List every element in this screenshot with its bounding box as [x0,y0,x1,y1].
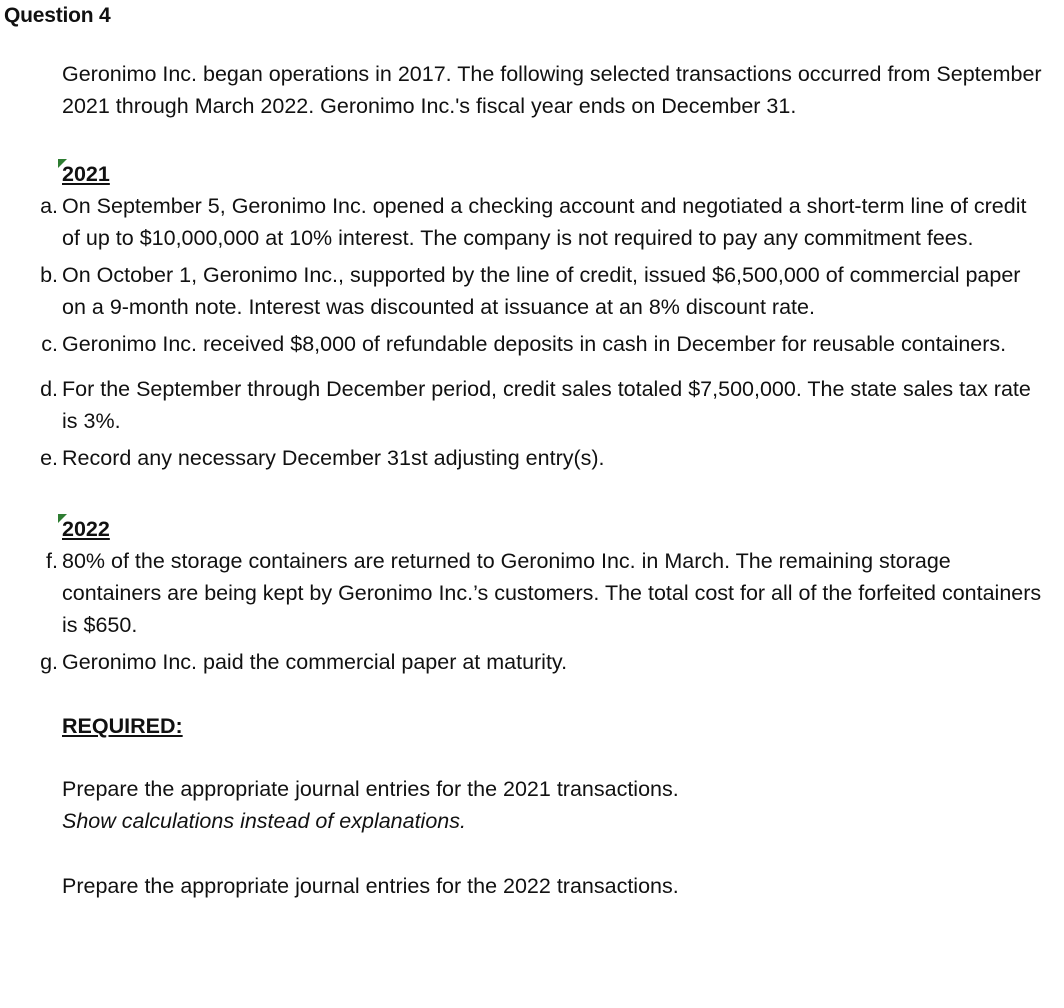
transactions-2022-list [40,545,1047,678]
year-heading-2022 [62,514,110,544]
item-text: Record any necessary December 31st adjusting entry(s). [62,446,605,470]
instruction-2022: Prepare the appropriate journal entries for the 2022 transactions. [62,874,679,898]
comment-marker-icon[interactable] [58,514,67,523]
item-letter: f. [46,549,58,573]
list-item [41,328,1047,360]
instruction-2021: Prepare the appropriate journal entries for the 2021 transactions. [62,777,679,801]
item-letter: a. [40,194,58,218]
question-title: Question 4 [4,4,111,27]
item-letter: b. [40,263,58,287]
year-heading-2021-label: 2021 [62,162,110,186]
list-item [40,259,1047,323]
comment-marker-icon[interactable] [58,159,67,168]
list-item [40,190,1047,254]
required-heading: REQUIRED: [62,714,183,738]
year-heading-2022-label: 2022 [62,517,110,541]
item-letter: d. [40,377,58,401]
item-text: Geronimo Inc. paid the commercial paper at maturity. [62,650,568,674]
list-item [40,373,1047,437]
item-letter: g. [40,650,58,674]
list-item [46,545,1047,641]
intro-paragraph: Geronimo Inc. began operations in 2017. The following selected transactions occurred from September 2021 through March 2022. Geronimo Inc.'s fiscal year ends on December 31. [62,62,1042,118]
item-text: On September 5, Geronimo Inc. opened a checking account and negotiated a short-term line of credit of up to $10,000,000 at 10% interest. The company is not required to pay any commitment fees. [62,194,1027,250]
list-item [40,442,1047,474]
item-text: For the September through December period, credit sales totaled $7,500,000. The state sales tax rate is 3%. [62,377,1031,433]
item-text: On October 1, Geronimo Inc., supported by the line of credit, issued $6,500,000 of commercial paper on a 9-month note. Interest was discounted at issuance at an 8% discount rate. [62,263,1021,319]
transactions-2021-list [40,190,1047,474]
year-heading-2021 [62,159,110,189]
item-letter: e. [40,446,58,470]
list-item [40,646,1047,678]
question-body [40,58,1047,902]
calculation-note: Show calculations instead of explanations. [62,809,466,833]
item-letter: c. [41,332,58,356]
item-text: 80% of the storage containers are returned to Geronimo Inc. in March. The remaining storage containers are being kept by Geronimo Inc.’s customers. The total cost for all of the forfeited containers is $650. [62,549,1042,637]
item-text: Geronimo Inc. received $8,000 of refundable deposits in cash in December for reusable containers. [62,332,1007,356]
